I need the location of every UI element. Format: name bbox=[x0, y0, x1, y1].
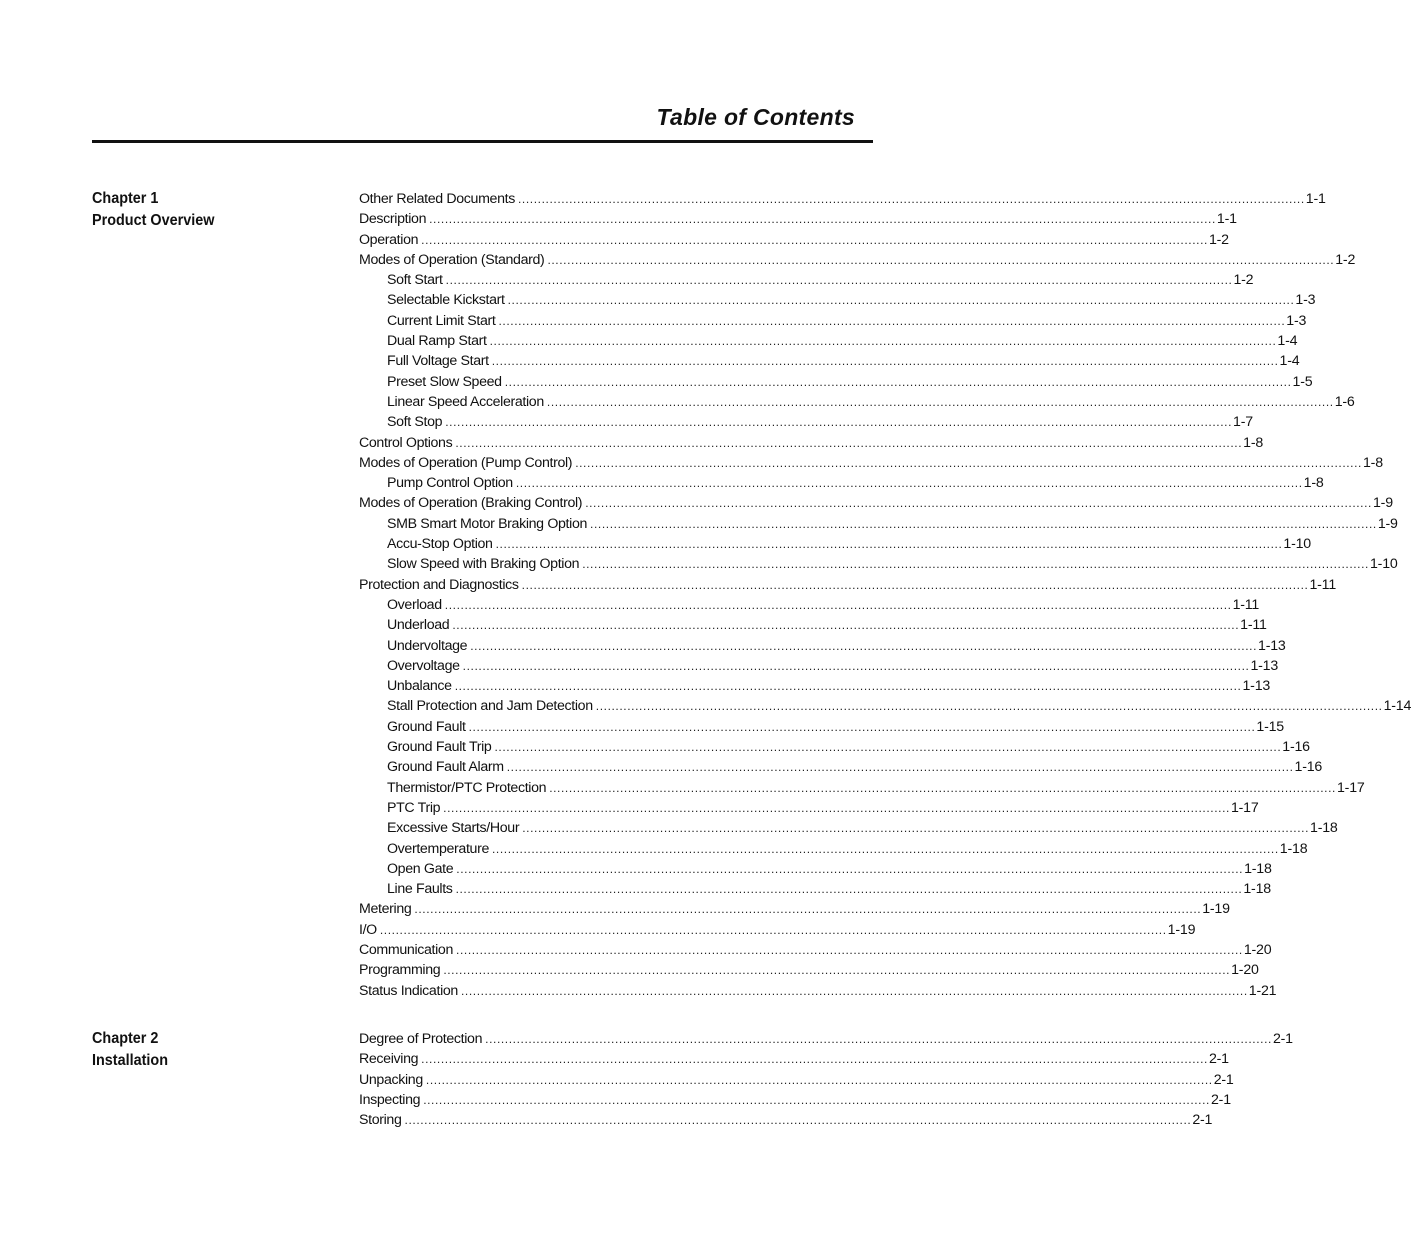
toc-entry-page: 1-19 bbox=[1167, 921, 1196, 938]
dot-leader: ........................................................................................................................................................................................................ bbox=[455, 882, 1243, 897]
toc-entry[interactable] bbox=[359, 534, 1311, 554]
dot-leader: ........................................................................................................................................................................................................ bbox=[595, 699, 1383, 714]
toc-entry[interactable] bbox=[359, 270, 1254, 290]
dot-leader: ........................................................................................................................................................................................................ bbox=[379, 922, 1167, 937]
dot-leader: ........................................................................................................................................................................................................ bbox=[492, 841, 1279, 856]
toc-entry-page: 2-1 bbox=[1272, 1031, 1293, 1047]
dot-leader: ........................................................................................................................................................................................................ bbox=[421, 232, 1208, 247]
toc-entry-page: 1-21 bbox=[1248, 982, 1277, 999]
toc-entry-page: 1-11 bbox=[1240, 617, 1267, 634]
toc-entry-label: Pump Control Option bbox=[387, 475, 513, 492]
toc-entry-label: PTC Trip bbox=[387, 799, 441, 816]
chapter-number: Chapter 2 bbox=[92, 1030, 159, 1047]
toc-entry-page: 1-8 bbox=[1243, 434, 1264, 451]
toc-entry[interactable] bbox=[359, 412, 1253, 432]
dot-leader: ........................................................................................................................................................................................................ bbox=[515, 476, 1303, 491]
toc-entry-label: Thermistor/PTC Protection bbox=[387, 779, 547, 796]
toc-entry[interactable] bbox=[359, 514, 1398, 534]
toc-entry[interactable] bbox=[359, 209, 1237, 229]
toc-entry-label: Undervoltage bbox=[387, 637, 468, 654]
toc-entry-page: 1-10 bbox=[1283, 536, 1311, 553]
toc-entry-label: Open Gate bbox=[387, 860, 454, 877]
toc-entry[interactable] bbox=[359, 1110, 1213, 1130]
toc-entry[interactable] bbox=[359, 331, 1298, 351]
toc-entry-label: Receiving bbox=[359, 1051, 419, 1068]
toc-entry-label: Inspecting bbox=[359, 1091, 421, 1108]
toc-entry-label: Current Limit Start bbox=[387, 312, 496, 329]
toc-entry-page: 1-2 bbox=[1208, 231, 1229, 248]
dot-leader: ........................................................................................................................................................................................................ bbox=[462, 658, 1250, 673]
toc-entry[interactable] bbox=[359, 920, 1196, 940]
toc-entry-label: Degree of Protection bbox=[359, 1031, 483, 1047]
dot-leader: ........................................................................................................................................................................................................ bbox=[470, 638, 1257, 653]
toc-entry-label: Overtemperature bbox=[387, 840, 489, 857]
toc-entry[interactable] bbox=[359, 1090, 1231, 1110]
dot-leader: ........................................................................................................................................................................................................ bbox=[522, 821, 1310, 836]
toc-entry-label: Ground Fault bbox=[387, 718, 466, 735]
toc-entry[interactable] bbox=[359, 656, 1279, 676]
dot-leader: ........................................................................................................................................................................................................ bbox=[517, 192, 1305, 206]
dot-leader: ........................................................................................................................................................................................................ bbox=[485, 1032, 1272, 1046]
toc-entry-label: Stall Protection and Jam Detection bbox=[387, 698, 593, 715]
toc-entry-label: Storing bbox=[359, 1112, 402, 1129]
toc-entry-page: 1-18 bbox=[1279, 840, 1308, 857]
toc-entry-label: Overload bbox=[387, 596, 442, 613]
toc-entry[interactable] bbox=[359, 189, 1326, 209]
toc-entry[interactable] bbox=[359, 575, 1337, 595]
toc-entry-label: Modes of Operation (Braking Control) bbox=[359, 495, 583, 512]
toc-entry[interactable] bbox=[359, 696, 1411, 716]
toc-entry[interactable] bbox=[359, 981, 1277, 1001]
toc-entry-page: 1-4 bbox=[1277, 333, 1298, 350]
toc-entry-page: 1-13 bbox=[1258, 637, 1286, 654]
toc-entry-page: 1-8 bbox=[1362, 454, 1383, 471]
toc-entry[interactable] bbox=[359, 778, 1365, 798]
toc-entry-label: Description bbox=[359, 211, 427, 228]
toc-entry-label: Ground Fault Alarm bbox=[387, 759, 504, 776]
toc-entry-label: Unpacking bbox=[359, 1071, 423, 1088]
toc-entry-page: 2-1 bbox=[1192, 1112, 1213, 1129]
toc-entry[interactable] bbox=[359, 798, 1259, 818]
toc-entry-label: Dual Ramp Start bbox=[387, 333, 487, 350]
toc-entry-label: Accu-Stop Option bbox=[387, 536, 493, 553]
toc-entry-page: 1-13 bbox=[1250, 657, 1279, 674]
toc-entry-page: 1-16 bbox=[1294, 759, 1323, 776]
toc-entry[interactable] bbox=[359, 493, 1393, 513]
toc-entry-page: 1-20 bbox=[1231, 962, 1259, 979]
toc-entry[interactable] bbox=[359, 676, 1271, 696]
toc-entry-label: Underload bbox=[387, 617, 450, 634]
toc-entry[interactable] bbox=[359, 1029, 1293, 1049]
toc-entry-page: 1-11 bbox=[1309, 576, 1337, 593]
toc-entry[interactable] bbox=[359, 230, 1229, 250]
toc-entry-page: 1-17 bbox=[1336, 779, 1365, 796]
toc-entry-label: Unbalance bbox=[387, 678, 452, 695]
toc-entry-label: Linear Speed Acceleration bbox=[387, 393, 544, 410]
dot-leader: ........................................................................................................................................................................................................ bbox=[495, 537, 1283, 552]
toc-entry[interactable] bbox=[359, 351, 1300, 371]
toc-entry-label: Other Related Documents bbox=[359, 191, 515, 207]
dot-leader: ........................................................................................................................................................................................................ bbox=[506, 760, 1294, 775]
toc-entry-page: 1-7 bbox=[1233, 414, 1253, 431]
toc-entry-page: 1-18 bbox=[1244, 860, 1272, 877]
chapter-1-toc-list bbox=[359, 189, 1411, 1001]
dot-leader: ........................................................................................................................................................................................................ bbox=[444, 597, 1232, 612]
toc-entry[interactable] bbox=[359, 960, 1259, 980]
toc-entry-label: Excessive Starts/Hour bbox=[387, 820, 520, 837]
chapter-number: Chapter 1 bbox=[92, 190, 159, 207]
toc-entry-label: Operation bbox=[359, 231, 419, 248]
dot-leader: ........................................................................................................................................................................................................ bbox=[445, 273, 1233, 288]
toc-entry-label: SMB Smart Motor Braking Option bbox=[387, 515, 588, 532]
dot-leader: ........................................................................................................................................................................................................ bbox=[445, 415, 1233, 430]
dot-leader: ........................................................................................................................................................................................................ bbox=[425, 1072, 1213, 1087]
toc-entry[interactable] bbox=[359, 554, 1398, 574]
dot-leader: ........................................................................................................................................................................................................ bbox=[575, 455, 1362, 470]
toc-entry-page: 1-3 bbox=[1295, 292, 1316, 309]
dot-leader: ........................................................................................................................................................................................................ bbox=[423, 1092, 1210, 1107]
chapter-1-heading bbox=[92, 188, 214, 232]
dot-leader: ........................................................................................................................................................................................................ bbox=[546, 394, 1334, 409]
toc-entry-page: 1-3 bbox=[1286, 312, 1307, 329]
dot-leader: ........................................................................................................................................................................................................ bbox=[489, 334, 1277, 349]
toc-entry-label: Full Voltage Start bbox=[387, 353, 489, 370]
dot-leader: ........................................................................................................................................................................................................ bbox=[443, 800, 1230, 815]
title-rule bbox=[92, 140, 873, 143]
toc-entry-page: 1-5 bbox=[1292, 373, 1313, 390]
dot-leader: ........................................................................................................................................................................................................ bbox=[549, 780, 1336, 795]
toc-entry-page: 1-2 bbox=[1335, 251, 1356, 268]
toc-entry-label: Modes of Operation (Standard) bbox=[359, 251, 545, 268]
toc-entry[interactable] bbox=[359, 757, 1323, 777]
toc-entry-label: Line Faults bbox=[387, 881, 453, 898]
dot-leader: ........................................................................................................................................................................................................ bbox=[504, 374, 1292, 389]
dot-leader: ........................................................................................................................................................................................................ bbox=[498, 313, 1286, 328]
toc-entry[interactable] bbox=[359, 392, 1355, 412]
dot-leader: ........................................................................................................................................................................................................ bbox=[414, 902, 1202, 917]
toc-entry-label: Programming bbox=[359, 962, 441, 979]
toc-entry-page: 1-18 bbox=[1310, 820, 1338, 837]
dot-leader: ........................................................................................................................................................................................................ bbox=[456, 942, 1243, 957]
toc-entry-label: I/O bbox=[359, 921, 377, 938]
toc-entry-page: 1-4 bbox=[1279, 353, 1300, 370]
toc-entry-page: 1-10 bbox=[1369, 556, 1398, 573]
toc-entry-label: Control Options bbox=[359, 434, 453, 451]
dot-leader: ........................................................................................................................................................................................................ bbox=[585, 496, 1372, 511]
toc-entry-label: Preset Slow Speed bbox=[387, 373, 502, 390]
toc-entry-page: 1-19 bbox=[1202, 901, 1230, 918]
dot-leader: ........................................................................................................................................................................................................ bbox=[455, 435, 1243, 450]
dot-leader: ........................................................................................................................................................................................................ bbox=[454, 679, 1242, 694]
toc-entry-page: 1-16 bbox=[1282, 739, 1310, 756]
dot-leader: ........................................................................................................................................................................................................ bbox=[547, 252, 1335, 267]
toc-entry[interactable] bbox=[359, 879, 1271, 899]
toc-entry-page: 1-20 bbox=[1243, 941, 1272, 958]
toc-entry-page: 1-1 bbox=[1216, 211, 1237, 228]
chapter-2-toc-list bbox=[359, 1029, 1293, 1130]
toc-entry-page: 2-1 bbox=[1213, 1071, 1234, 1088]
dot-leader: ........................................................................................................................................................................................................ bbox=[460, 983, 1248, 998]
toc-entry-label: Communication bbox=[359, 941, 454, 958]
toc-entry-page: 1-9 bbox=[1372, 495, 1393, 512]
chapter-title: Installation bbox=[92, 1052, 169, 1069]
toc-entry-page: 2-1 bbox=[1208, 1051, 1229, 1068]
toc-entry[interactable] bbox=[359, 453, 1383, 473]
toc-entry-label: Selectable Kickstart bbox=[387, 292, 505, 309]
toc-entry-label: Modes of Operation (Pump Control) bbox=[359, 454, 573, 471]
toc-entry[interactable] bbox=[359, 290, 1316, 310]
page-title: Table of Contents bbox=[656, 104, 855, 130]
toc-entry[interactable] bbox=[359, 372, 1313, 392]
dot-leader: ........................................................................................................................................................................................................ bbox=[494, 740, 1282, 755]
toc-entry-label: Protection and Diagnostics bbox=[359, 576, 519, 593]
toc-entry-page: 2-1 bbox=[1210, 1091, 1231, 1108]
toc-entry[interactable] bbox=[359, 615, 1267, 635]
toc-entry[interactable] bbox=[359, 636, 1286, 656]
toc-entry-page: 1-13 bbox=[1242, 678, 1271, 695]
toc-entry[interactable] bbox=[359, 1070, 1234, 1090]
toc-entry[interactable] bbox=[359, 859, 1272, 879]
toc-entry-label: Metering bbox=[359, 901, 412, 918]
toc-entry[interactable] bbox=[359, 899, 1230, 919]
toc-entry[interactable] bbox=[359, 839, 1308, 859]
dot-leader: ........................................................................................................................................................................................................ bbox=[521, 577, 1309, 592]
dot-leader: ........................................................................................................................................................................................................ bbox=[507, 293, 1295, 308]
toc-entry[interactable] bbox=[359, 737, 1310, 757]
dot-leader: ........................................................................................................................................................................................................ bbox=[404, 1113, 1192, 1128]
toc-entry-page: 1-1 bbox=[1305, 191, 1326, 207]
dot-leader: ........................................................................................................................................................................................................ bbox=[429, 212, 1216, 227]
toc-entry-label: Slow Speed with Braking Option bbox=[387, 556, 580, 573]
toc-entry-page: 1-6 bbox=[1334, 393, 1355, 410]
toc-entry-page: 1-14 bbox=[1383, 698, 1411, 715]
toc-entry-label: Status Indication bbox=[359, 982, 458, 999]
toc-entry-page: 1-2 bbox=[1233, 272, 1254, 289]
dot-leader: ........................................................................................................................................................................................................ bbox=[590, 516, 1377, 531]
toc-entry-page: 1-8 bbox=[1303, 475, 1324, 492]
dot-leader: ........................................................................................................................................................................................................ bbox=[491, 354, 1279, 369]
toc-entry-label: Overvoltage bbox=[387, 657, 460, 674]
dot-leader: ........................................................................................................................................................................................................ bbox=[443, 963, 1231, 978]
toc-entry-label: Ground Fault Trip bbox=[387, 739, 492, 756]
dot-leader: ........................................................................................................................................................................................................ bbox=[582, 557, 1369, 572]
toc-entry[interactable] bbox=[359, 473, 1324, 493]
toc-entry[interactable] bbox=[359, 433, 1264, 453]
dot-leader: ........................................................................................................................................................................................................ bbox=[421, 1052, 1208, 1067]
toc-entry-page: 1-17 bbox=[1230, 799, 1259, 816]
toc-entry[interactable] bbox=[359, 818, 1338, 838]
toc-entry-label: Soft Start bbox=[387, 272, 443, 289]
dot-leader: ........................................................................................................................................................................................................ bbox=[456, 861, 1244, 876]
chapter-title: Product Overview bbox=[92, 212, 215, 229]
toc-entry[interactable] bbox=[359, 940, 1272, 960]
toc-entry-page: 1-15 bbox=[1256, 718, 1285, 735]
toc-entry[interactable] bbox=[359, 595, 1260, 615]
dot-leader: ........................................................................................................................................................................................................ bbox=[468, 719, 1256, 734]
dot-leader: ........................................................................................................................................................................................................ bbox=[452, 618, 1240, 633]
toc-entry[interactable] bbox=[359, 311, 1307, 331]
toc-entry-page: 1-9 bbox=[1377, 515, 1398, 532]
toc-entry[interactable] bbox=[359, 250, 1356, 270]
toc-entry-page: 1-18 bbox=[1243, 881, 1271, 898]
toc-entry-label: Soft Stop bbox=[387, 414, 443, 431]
toc-entry[interactable] bbox=[359, 1049, 1229, 1069]
chapter-2-heading bbox=[92, 1028, 168, 1072]
toc-entry-page: 1-11 bbox=[1232, 596, 1260, 613]
toc-entry[interactable] bbox=[359, 717, 1285, 737]
